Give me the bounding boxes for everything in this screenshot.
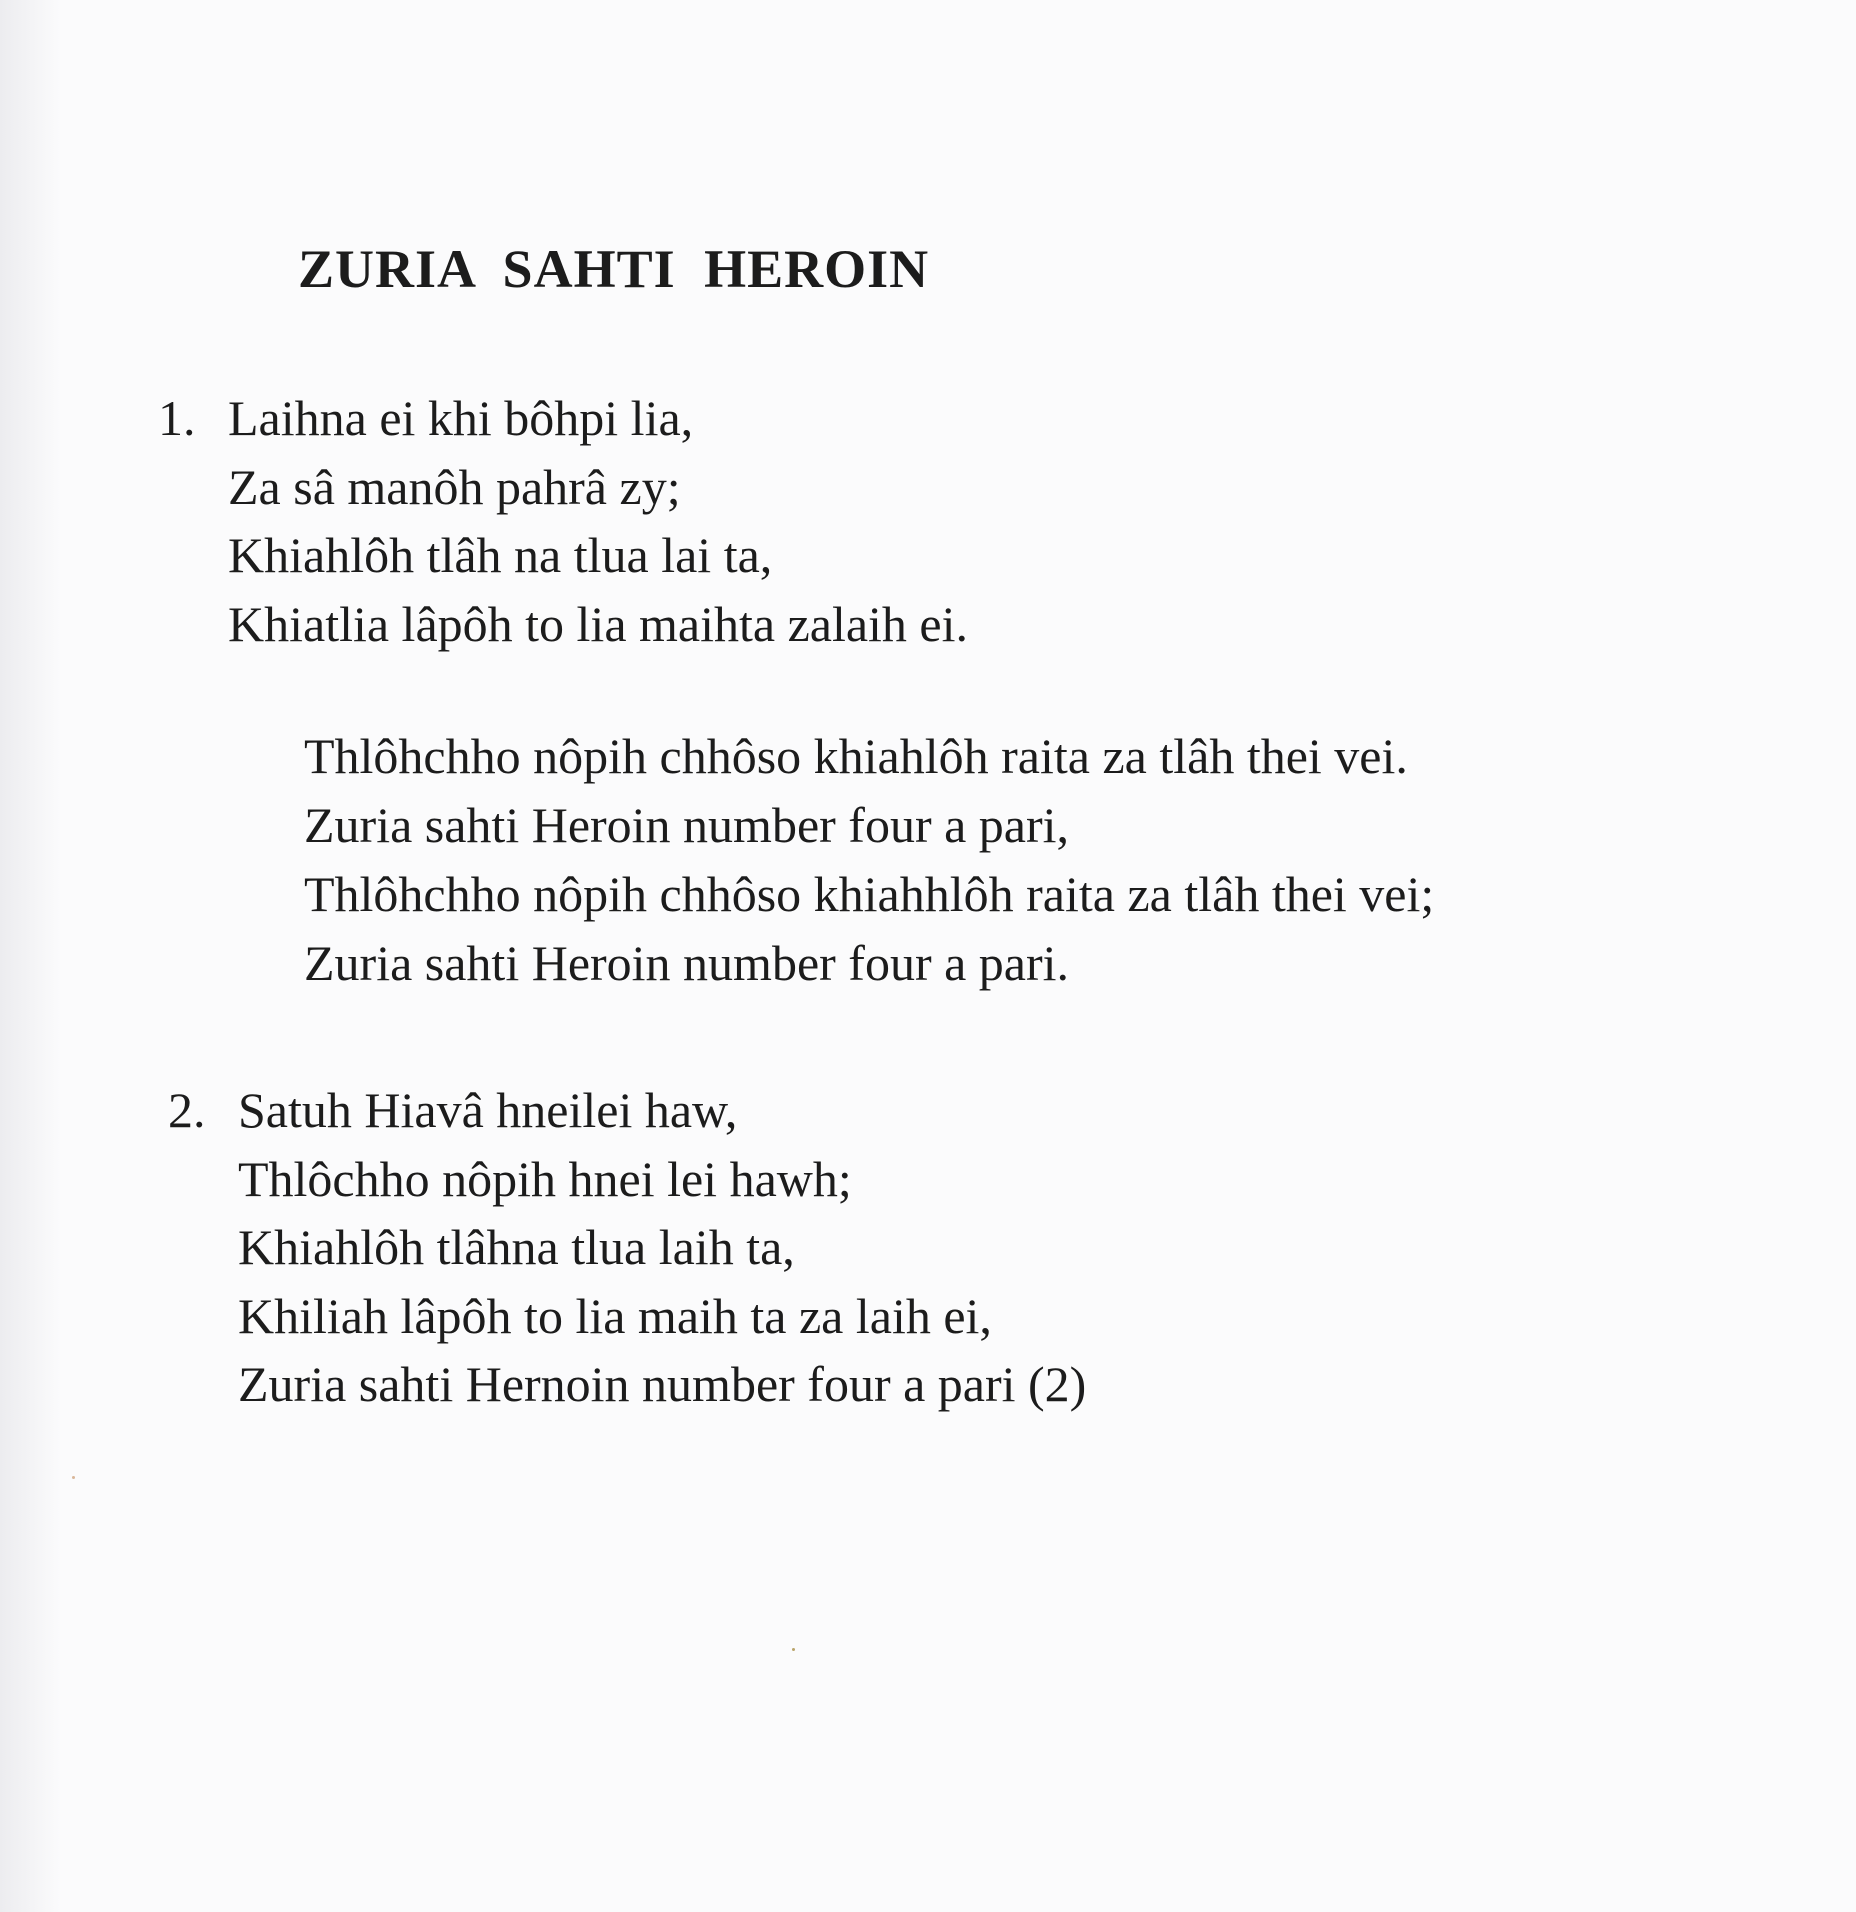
verse-line: Zuria sahti Hernoin number four a pari (2) [238, 1356, 1087, 1412]
verse-line: Za sâ manôh pahrâ zy; [228, 458, 681, 515]
verse-line: Khiahlôh tlâh na tlua lai ta, [228, 527, 773, 583]
chorus-line: Zuria sahti Heroin number four a pari, [304, 797, 1070, 853]
verse-line: Khiatlia lâpôh to lia maihta zalaih ei. [228, 595, 969, 652]
paper-speck [792, 1648, 795, 1651]
chorus-line: Thlôhchho nôpih chhôso khiahhlôh raita za tlâh thei vei; [304, 866, 1435, 922]
chorus-line: Zuria sahti Heroin number four a pari. [304, 935, 1070, 991]
verse-2 [168, 1076, 1087, 1419]
verse-number: 2. [168, 1082, 206, 1138]
verse-line: Thlôchho nôpih hnei lei hawh; [238, 1150, 852, 1207]
verse-number: 1. [158, 390, 196, 446]
verse-line: Satuh Hiavâ hneilei haw, [238, 1082, 738, 1138]
chorus [304, 722, 1434, 998]
verse-line: Khiliah lâpôh to lia maih ta za laih ei, [238, 1287, 992, 1344]
paper-speck [72, 1476, 75, 1479]
verse-1 [158, 384, 969, 658]
page-edge-shadow [0, 0, 60, 1912]
chorus-line: Thlôhchho nôpih chhôso khiahlôh raita za tlâh thei vei. [304, 728, 1408, 784]
verse-line: Khiahlôh tlâhna tlua laih ta, [238, 1219, 795, 1275]
verse-line: Laihna ei khi bôhpi lia, [228, 390, 694, 446]
song-title: ZURIA SAHTI HEROIN [298, 239, 930, 299]
